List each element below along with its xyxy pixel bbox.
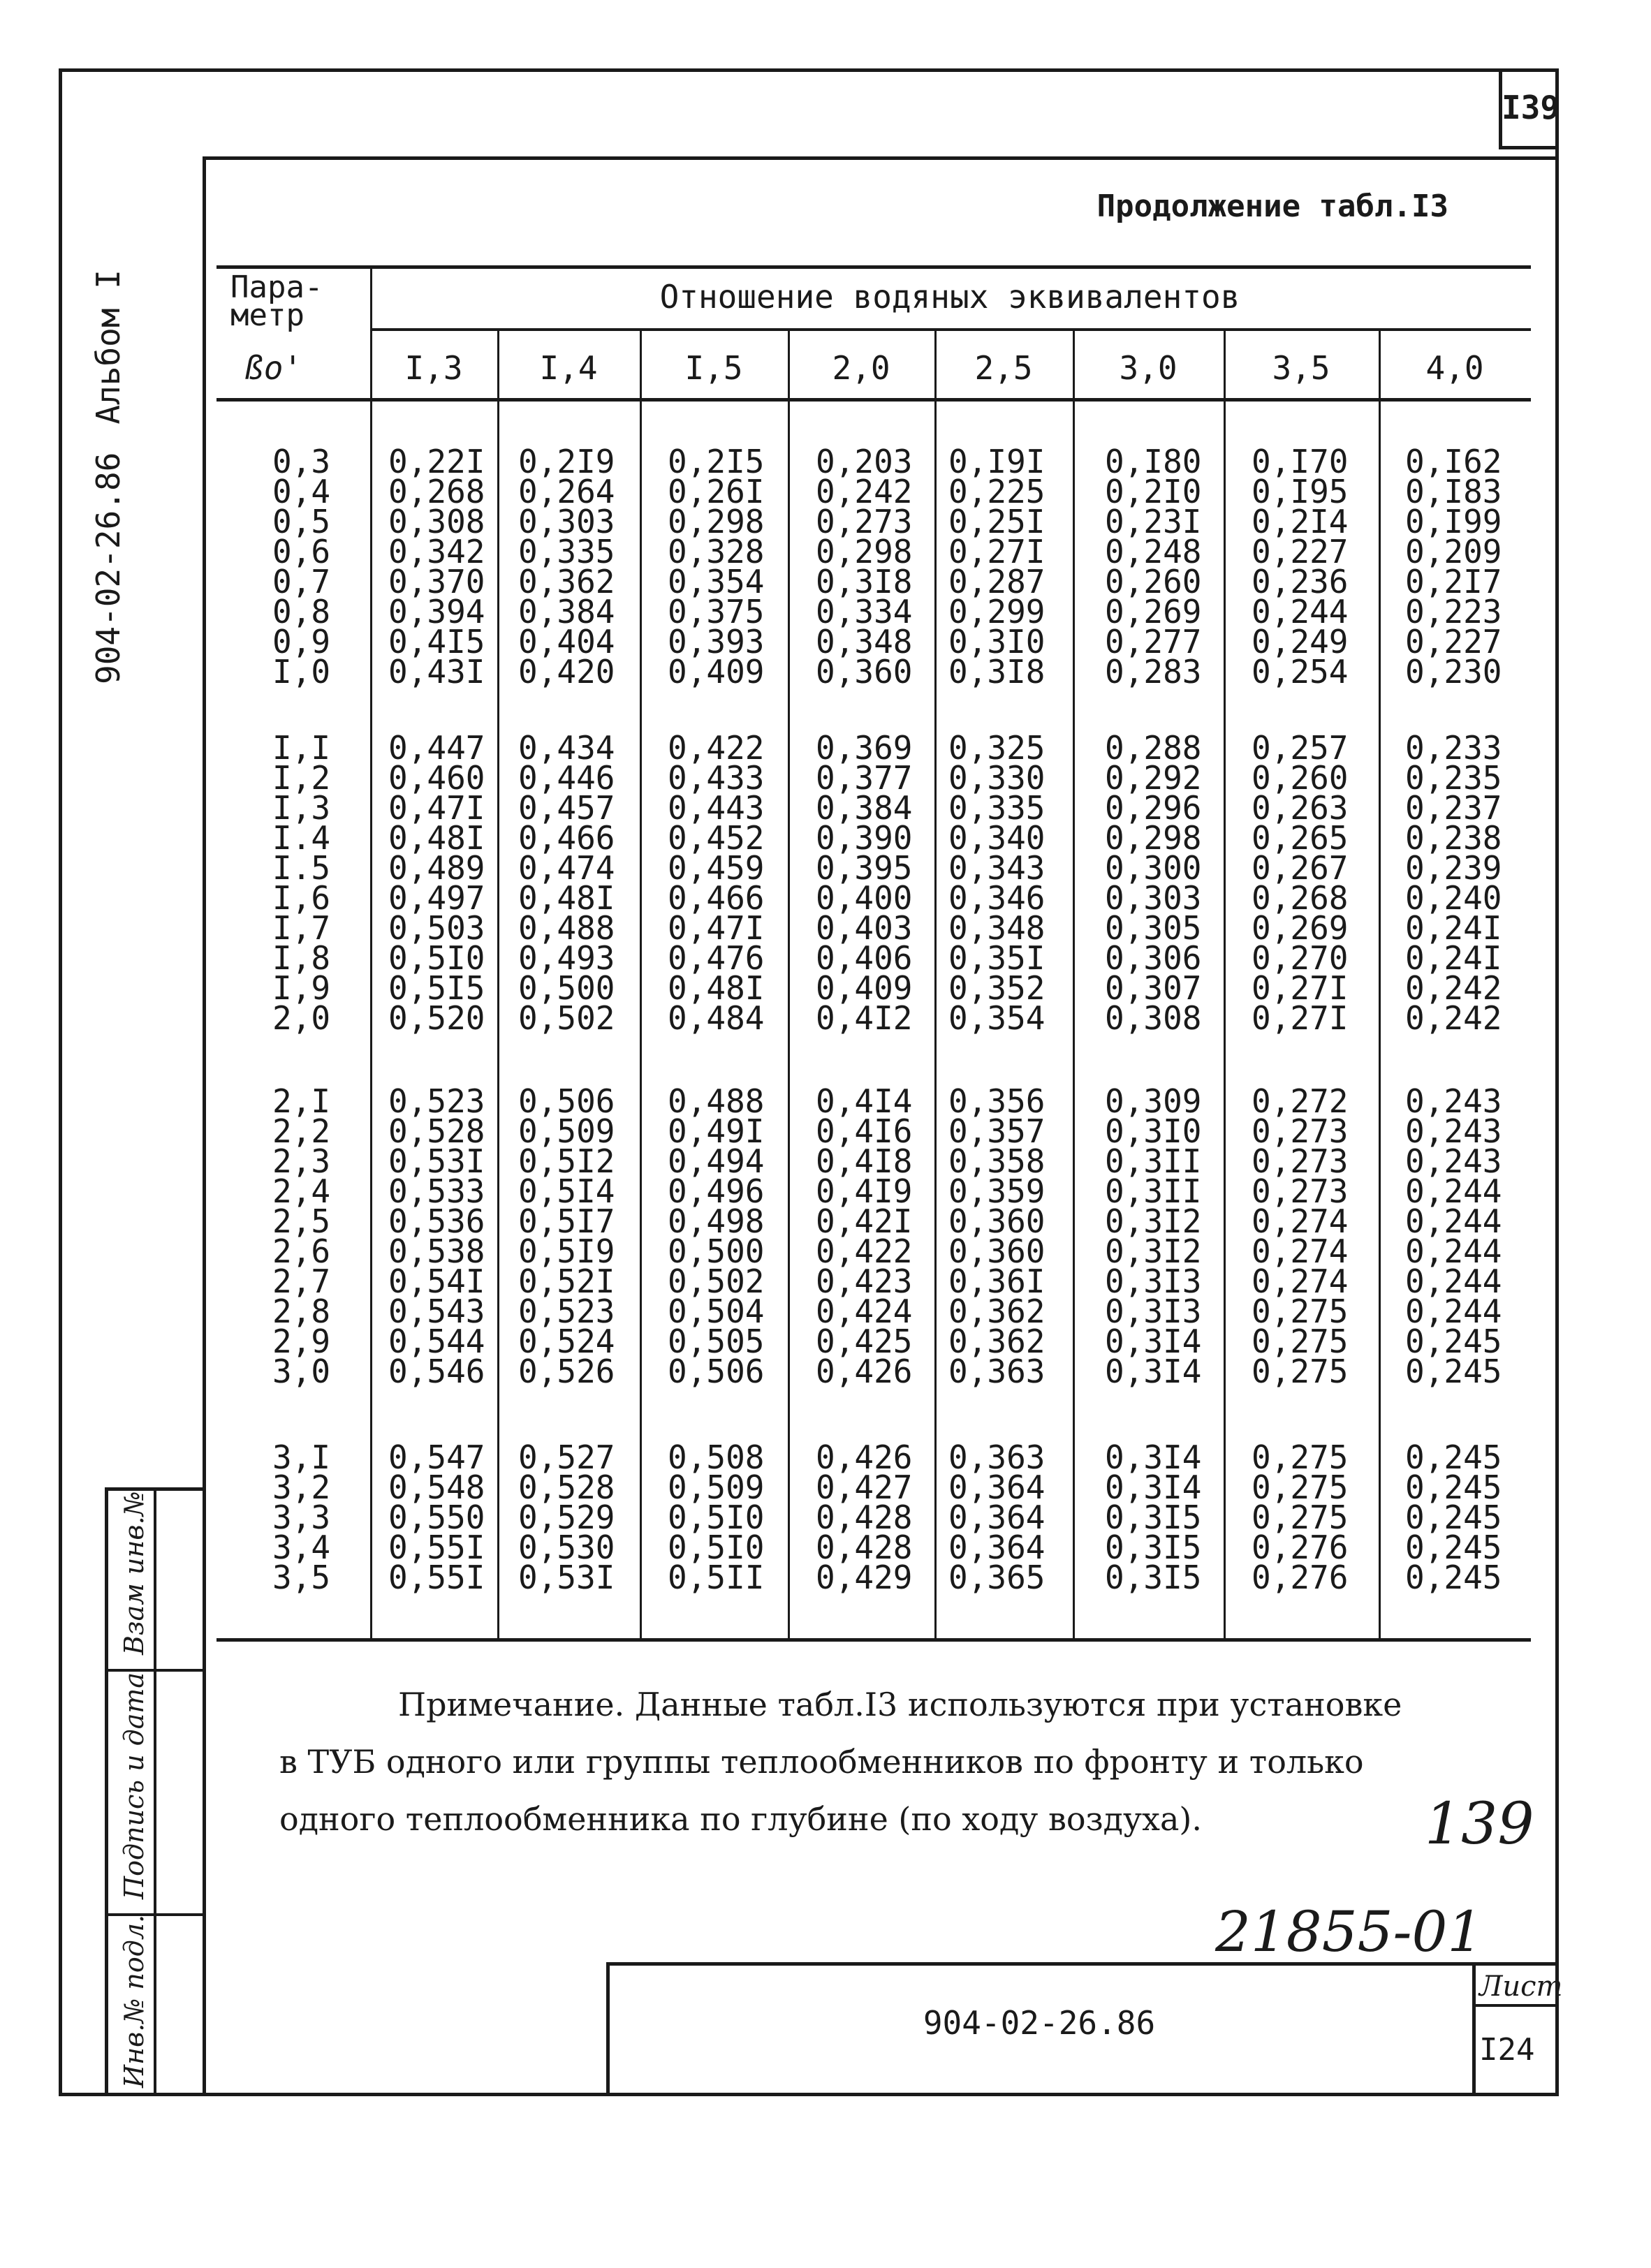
inner-frame-top [203,156,1559,160]
col-divider [640,331,642,1638]
col-divider [497,331,499,1638]
cell-column: 0,325 0,330 0,335 0,340 0,343 0,346 0,348 0,35I 0,352 0,354 [948,729,1045,1037]
param-values: 2,I 2,2 2,3 2,4 2,5 2,6 2,7 2,8 2,9 3,0 [272,1082,331,1390]
cell-column: 0,I62 0,I83 0,I99 0,209 0,2I7 0,223 0,227 0,230 [1405,443,1502,691]
col-header: I,4 [539,349,598,387]
param-values: I,I I,2 I,3 I.4 I.5 I,6 I,7 I,8 I,9 2,0 [272,729,331,1037]
col-header: 3,0 [1119,349,1177,387]
cell-column: 0,309 0,3I0 0,3II 0,3II 0,3I2 0,3I2 0,3I3 0,3I3 0,3I4 0,3I4 [1105,1082,1202,1390]
cell-column: 0,369 0,377 0,384 0,390 0,395 0,400 0,403 0,406 0,409 0,4I2 [816,729,913,1037]
param-values: 3,I 3,2 3,3 3,4 3,5 [272,1438,331,1596]
sheet-box-divider [1472,2004,1559,2007]
strip-label-inv-orig: Инв.№ подл. [119,1914,149,2088]
strip-label-sign: Подпись и дата [119,1672,149,1899]
table-note [279,1676,1467,1848]
cell-column: 0,434 0,446 0,457 0,466 0,474 0,48I 0,488 0,493 0,500 0,502 [518,729,615,1037]
cell-column: 0,3I4 0,3I4 0,3I5 0,3I5 0,3I5 [1105,1438,1202,1596]
cell-column: 0,2I9 0,264 0,303 0,335 0,362 0,384 0,404 0,420 [518,443,615,691]
cell-column: 0,257 0,260 0,263 0,265 0,267 0,268 0,269 0,270 0,27I 0,27I [1252,729,1349,1037]
cell-column: 0,203 0,242 0,273 0,298 0,3I8 0,334 0,348 0,360 [816,443,913,691]
cell-column: 0,527 0,528 0,529 0,530 0,53I [518,1438,615,1596]
cell-column: 0,288 0,292 0,296 0,298 0,300 0,303 0,305 0,306 0,307 0,308 [1105,729,1202,1037]
cell-column: 0,506 0,509 0,5I2 0,5I4 0,5I7 0,5I9 0,52I 0,523 0,524 0,526 [518,1082,615,1390]
group-header: Отношение водяных эквивалентов [659,278,1240,316]
handwritten-code: 21855-01 [1215,1899,1483,1964]
handwritten-page-number: 139 [1425,1791,1534,1857]
cell-column: 0,233 0,235 0,237 0,238 0,239 0,240 0,24I 0,24I 0,242 0,242 [1405,729,1502,1037]
col-header: 2,0 [832,349,890,387]
cell-column: 0,426 0,427 0,428 0,428 0,429 [816,1438,913,1596]
cell-column: 0,356 0,357 0,358 0,359 0,360 0,360 0,36I 0,362 0,362 0,363 [948,1082,1045,1390]
col-divider [1224,331,1226,1638]
side-album: Альбом I [89,270,127,425]
cell-column: 0,447 0,460 0,47I 0,48I 0,489 0,497 0,503 0,5I0 0,5I5 0,520 [388,729,485,1037]
strip-label-inv-sub: Взам инв.№ [119,1491,149,1655]
col-header: 2,5 [974,349,1033,387]
col-header: 3,5 [1272,349,1330,387]
note-line: Примечание. Данные табл.I3 используются при установке [398,1686,1402,1723]
col-header: I,5 [684,349,743,387]
param-values: 0,3 0,4 0,5 0,6 0,7 0,8 0,9 I,0 [272,443,331,691]
cell-column: 0,272 0,273 0,273 0,273 0,274 0,274 0,274 0,275 0,275 0,275 [1252,1082,1349,1390]
cell-column: 0,547 0,548 0,550 0,55I 0,55I [388,1438,485,1596]
header-bottom-rule [217,398,1531,402]
table-caption: Продолжение табл.I3 [1096,189,1448,224]
note-line: одного теплообменника по глубине (по ходу воздуха). [279,1800,1202,1838]
cell-column: 0,523 0,528 0,53I 0,533 0,536 0,538 0,54I 0,543 0,544 0,546 [388,1082,485,1390]
header-mid-rule [370,328,1531,331]
sheet-number: I24 [1479,2032,1535,2068]
col-divider [1073,331,1075,1638]
col-divider [788,331,790,1638]
col-header: I,3 [404,349,463,387]
table-bottom-rule [217,1638,1531,1642]
strip-vertical-divider [154,1487,156,2096]
cell-column: 0,22I 0,268 0,308 0,342 0,370 0,394 0,4I5 0,43I [388,443,485,691]
sheet-label: Лист [1479,1971,1563,2003]
cell-column: 0,I70 0,I95 0,2I4 0,227 0,236 0,244 0,249 0,254 [1252,443,1349,691]
cell-column: 0,363 0,364 0,364 0,364 0,365 [948,1438,1045,1596]
side-code: 904-02-26.86 [89,452,127,684]
title-block-code: 904-02-26.86 [923,2004,1156,2042]
col-divider [1379,331,1381,1638]
param-header: Пара- метр [230,270,323,333]
cell-column: 0,2I5 0,26I 0,298 0,328 0,354 0,375 0,393 0,409 [668,443,765,691]
cell-column: 0,I9I 0,225 0,25I 0,27I 0,287 0,299 0,3I0 0,3I8 [948,443,1045,691]
cell-column: 0,4I4 0,4I6 0,4I8 0,4I9 0,42I 0,422 0,423 0,424 0,425 0,426 [816,1082,913,1390]
cell-column: 0,243 0,243 0,243 0,244 0,244 0,244 0,244 0,244 0,245 0,245 [1405,1082,1502,1390]
page-number: I39 [1499,68,1559,149]
param-symbol: ßo' [244,349,303,387]
cell-column: 0,488 0,49I 0,494 0,496 0,498 0,500 0,502 0,504 0,505 0,506 [668,1082,765,1390]
col-divider [370,265,372,1638]
col-header: 4,0 [1425,349,1484,387]
cell-column: 0,245 0,245 0,245 0,245 0,245 [1405,1438,1502,1596]
col-divider [934,331,937,1638]
cell-column: 0,508 0,509 0,5I0 0,5I0 0,5II [668,1438,765,1596]
cell-column: 0,275 0,275 0,275 0,276 0,276 [1252,1438,1349,1596]
side-album-label [77,251,140,684]
cell-column: 0,422 0,433 0,443 0,452 0,459 0,466 0,47I 0,476 0,48I 0,484 [668,729,765,1037]
table-top-rule [217,265,1531,269]
cell-column: 0,I80 0,2I0 0,23I 0,248 0,260 0,269 0,277 0,283 [1105,443,1202,691]
note-line: в ТУБ одного или группы теплообменников по фронту и только [279,1743,1364,1781]
